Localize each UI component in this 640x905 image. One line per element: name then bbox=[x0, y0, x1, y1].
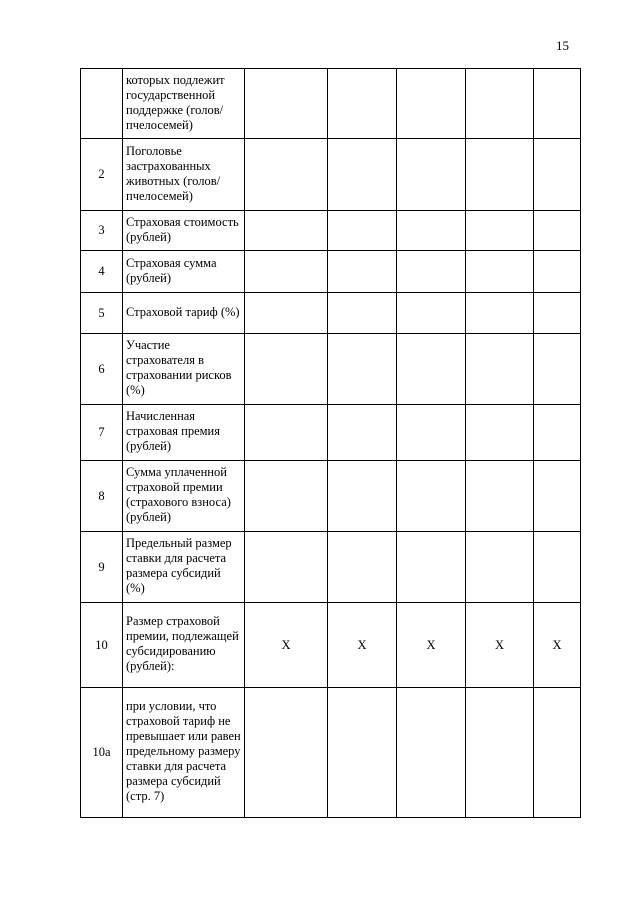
value-cell: Х bbox=[397, 603, 466, 688]
table-row bbox=[81, 251, 581, 293]
table-row bbox=[81, 211, 581, 251]
row-number bbox=[81, 69, 123, 139]
row-label: Предельный размер ставки для расчета размера субсидий (%) bbox=[123, 532, 245, 603]
value-cell bbox=[328, 334, 397, 405]
table-row bbox=[81, 69, 581, 139]
row-number: 4 bbox=[81, 251, 123, 293]
value-cell bbox=[397, 293, 466, 334]
page-number: 15 bbox=[556, 38, 569, 53]
value-cell bbox=[534, 293, 581, 334]
value-cell bbox=[245, 461, 328, 532]
value-cell: Х bbox=[534, 603, 581, 688]
table-row bbox=[81, 293, 581, 334]
value-cell bbox=[397, 69, 466, 139]
row-number: 6 bbox=[81, 334, 123, 405]
value-cell bbox=[534, 69, 581, 139]
value-cell bbox=[328, 405, 397, 461]
value-cell bbox=[397, 334, 466, 405]
row-label: Размер страховой премии, подлежащей субсидированию (рублей): bbox=[123, 603, 245, 688]
table-row bbox=[81, 461, 581, 532]
value-cell bbox=[245, 139, 328, 211]
value-cell bbox=[534, 251, 581, 293]
value-cell bbox=[397, 139, 466, 211]
value-cell bbox=[534, 334, 581, 405]
value-cell bbox=[466, 532, 534, 603]
row-number: 9 bbox=[81, 532, 123, 603]
value-cell bbox=[245, 251, 328, 293]
value-cell bbox=[328, 461, 397, 532]
value-cell bbox=[397, 211, 466, 251]
value-cell bbox=[328, 293, 397, 334]
value-cell bbox=[534, 532, 581, 603]
table-row bbox=[81, 603, 581, 688]
row-number: 10а bbox=[81, 688, 123, 818]
subsidy-table bbox=[80, 68, 581, 818]
value-cell bbox=[328, 532, 397, 603]
value-cell bbox=[328, 688, 397, 818]
table-row bbox=[81, 688, 581, 818]
value-cell bbox=[466, 293, 534, 334]
table-row bbox=[81, 405, 581, 461]
value-cell: Х bbox=[245, 603, 328, 688]
value-cell bbox=[534, 461, 581, 532]
value-cell bbox=[245, 532, 328, 603]
value-cell: Х bbox=[328, 603, 397, 688]
value-cell bbox=[397, 405, 466, 461]
value-cell bbox=[466, 688, 534, 818]
value-cell bbox=[245, 688, 328, 818]
row-number: 5 bbox=[81, 293, 123, 334]
value-cell bbox=[245, 293, 328, 334]
row-label: Страховой тариф (%) bbox=[123, 293, 245, 334]
row-label: Поголовье застрахованных животных (голов/пчелосемей) bbox=[123, 139, 245, 211]
row-label: которых подлежит государственной поддержке (голов/пчелосемей) bbox=[123, 69, 245, 139]
value-cell bbox=[245, 334, 328, 405]
table-row bbox=[81, 532, 581, 603]
value-cell bbox=[397, 251, 466, 293]
value-cell bbox=[245, 405, 328, 461]
row-label: при условии, что страховой тариф не превышает или равен предельному размеру ставки для расчета размера субсидий (стр. 7) bbox=[123, 688, 245, 818]
value-cell bbox=[466, 461, 534, 532]
value-cell bbox=[534, 405, 581, 461]
value-cell bbox=[328, 211, 397, 251]
value-cell bbox=[534, 211, 581, 251]
value-cell: Х bbox=[466, 603, 534, 688]
value-cell bbox=[245, 211, 328, 251]
table-row bbox=[81, 334, 581, 405]
value-cell bbox=[466, 139, 534, 211]
value-cell bbox=[397, 532, 466, 603]
value-cell bbox=[328, 251, 397, 293]
value-cell bbox=[466, 211, 534, 251]
row-label: Участие страхователя в страховании рисков (%) bbox=[123, 334, 245, 405]
value-cell bbox=[534, 688, 581, 818]
value-cell bbox=[397, 461, 466, 532]
row-label: Страховая стоимость (рублей) bbox=[123, 211, 245, 251]
row-label: Начисленная страховая премия (рублей) bbox=[123, 405, 245, 461]
value-cell bbox=[245, 69, 328, 139]
row-number: 10 bbox=[81, 603, 123, 688]
table-body bbox=[81, 69, 581, 818]
value-cell bbox=[534, 139, 581, 211]
value-cell bbox=[466, 405, 534, 461]
row-number: 2 bbox=[81, 139, 123, 211]
row-label: Страховая сумма (рублей) bbox=[123, 251, 245, 293]
value-cell bbox=[466, 251, 534, 293]
value-cell bbox=[328, 139, 397, 211]
row-label: Сумма уплаченной страховой премии (страхового взноса) (рублей) bbox=[123, 461, 245, 532]
row-number: 8 bbox=[81, 461, 123, 532]
value-cell bbox=[328, 69, 397, 139]
value-cell bbox=[397, 688, 466, 818]
value-cell bbox=[466, 334, 534, 405]
value-cell bbox=[466, 69, 534, 139]
row-number: 3 bbox=[81, 211, 123, 251]
table-row bbox=[81, 139, 581, 211]
row-number: 7 bbox=[81, 405, 123, 461]
